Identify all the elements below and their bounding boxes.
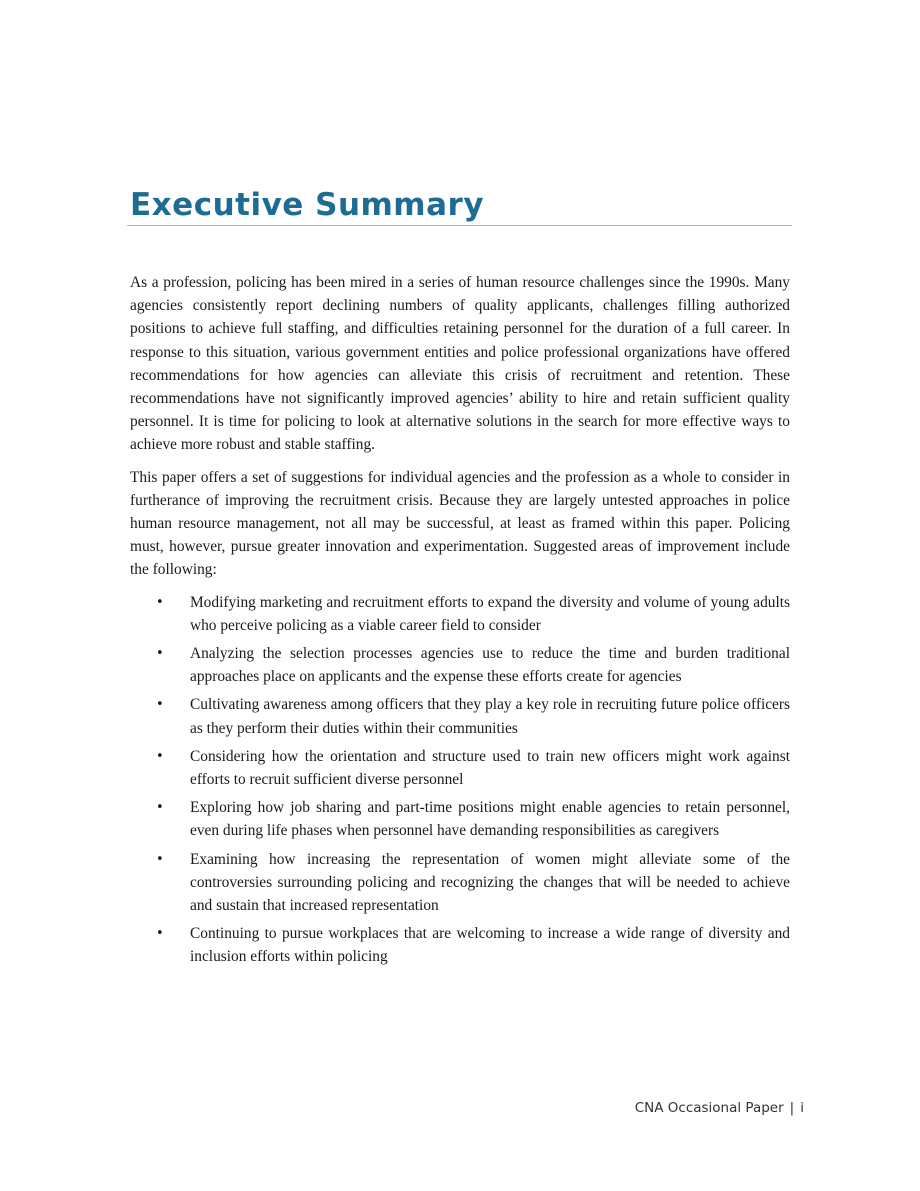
footer-label: CNA Occasional Paper xyxy=(634,1100,784,1116)
document-body xyxy=(130,271,790,974)
list-item-text: Considering how the orientation and structure used to train new officers might work against efforts to recruit sufficient diverse personnel xyxy=(190,747,790,789)
list-item-text: Continuing to pursue workplaces that are welcoming to increase a wide range of diversity and inclusion efforts within policing xyxy=(190,925,790,966)
list-item-text: Analyzing the selection processes agencies use to reduce the time and burden traditional approaches place on applicants and the expense these efforts create for agencies xyxy=(190,645,790,686)
page-number: i xyxy=(800,1100,804,1116)
bullet-icon: • xyxy=(156,646,164,662)
list-item-text: Modifying marketing and recruitment efforts to expand the diversity and volume of young adults who perceive policing as a viable career field to consider xyxy=(190,593,790,634)
bullet-icon: • xyxy=(156,851,164,867)
bullet-icon: • xyxy=(156,800,164,816)
list-item xyxy=(130,745,790,791)
list-item xyxy=(130,796,790,842)
page-title: Executive Summary xyxy=(130,187,485,223)
list-item-text: Examining how increasing the representation of women might alleviate some of the controversies surrounding policing and recognizing the changes that will be needed to achieve and sustain that increased representation xyxy=(190,850,790,915)
title-underline-rule xyxy=(127,225,792,226)
list-item xyxy=(130,642,790,688)
bullet-icon: • xyxy=(156,594,164,610)
bullet-icon: • xyxy=(156,926,164,942)
footer-separator: | xyxy=(789,1100,795,1116)
page-footer xyxy=(635,1100,804,1116)
improvement-list xyxy=(130,591,790,969)
list-item xyxy=(130,848,790,918)
list-item-text: Exploring how job sharing and part-time positions might enable agencies to retain personnel, even during life phases when personnel have demanding responsibilities as caregivers xyxy=(190,799,790,840)
list-item-text: Cultivating awareness among officers that they play a key role in recruiting future police officers as they perform their duties within their communities xyxy=(190,696,790,737)
paragraph-suggestions: This paper offers a set of suggestions for individual agencies and the profession as a whole to consider in furtherance of improving the recruitment crisis. Because they are largely untested approaches in police human resource management, not all may be successful, at least as framed within this paper. Policing must, however, pursue greater innovation and experimentation. Suggested areas of improvement include the following: xyxy=(130,468,790,579)
list-item xyxy=(130,922,790,968)
list-item xyxy=(130,693,790,739)
bullet-icon: • xyxy=(156,697,164,713)
bullet-icon: • xyxy=(156,748,164,764)
list-item xyxy=(130,591,790,637)
paragraph-intro: As a profession, policing has been mired in a series of human resource challenges since the 1990s. Many agencies consistently report declining numbers of quality applicants, challenges filling authorized positions to achieve full staffing, and difficulties retaining personnel for the duration of a full career. In response to this situation, various government entities and police professional organizations have offered recommendations for how agencies can alleviate this crisis of recruitment and retention. These recommendations have not significantly improved agencies’ ability to hire and retain sufficient quality personnel. It is time for policing to look at alternative solutions in the search for more effective ways to achieve more robust and stable staffing. xyxy=(130,274,790,454)
